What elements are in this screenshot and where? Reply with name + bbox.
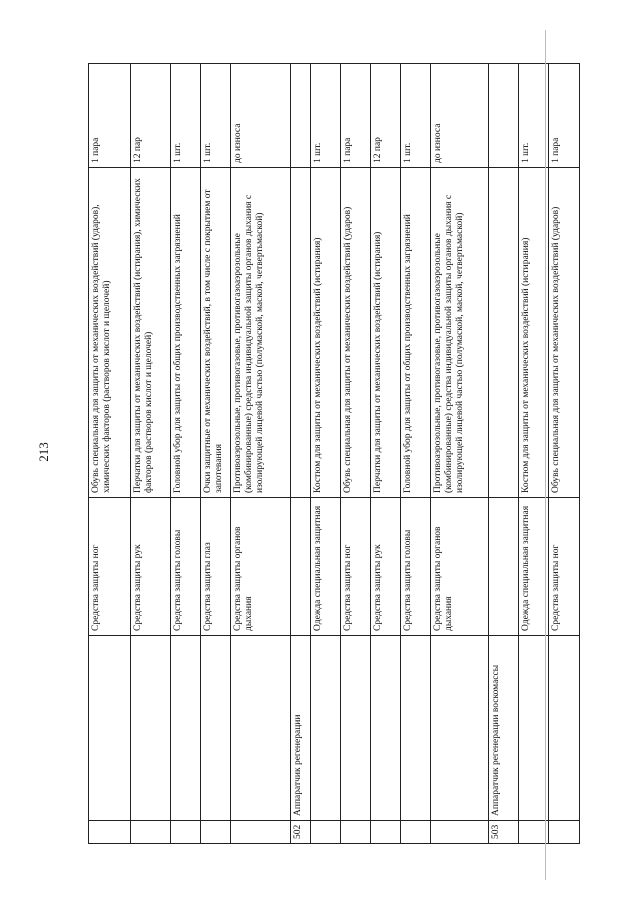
description-cell	[291, 168, 311, 498]
table-row	[401, 64, 431, 844]
description-cell	[489, 168, 519, 498]
table-row	[489, 64, 519, 844]
table-row	[371, 64, 401, 844]
description-cell: Противоаэрозольные, противогазовые, противогазоаэрозольные (комбинированные) средства индивидуальной защиты органов дыхания с изолирующей лицевой частью (полумаской, маской, четвертьмаской)	[231, 168, 291, 498]
description-cell: Обувь специальная для защиты от механических воздействий (ударов)	[341, 168, 371, 498]
profession-cell	[431, 636, 489, 821]
category-cell: Средства защиты ног	[89, 498, 131, 636]
row-number	[171, 821, 201, 844]
category-cell: Одежда специальная защитная	[311, 498, 341, 636]
profession-cell	[549, 636, 580, 821]
profession-cell	[89, 636, 131, 821]
page-number: 213	[36, 442, 51, 462]
table-row	[89, 64, 131, 844]
table-row	[291, 64, 311, 844]
description-cell: Головной убор для защиты от общих производственных загрязнений	[401, 168, 431, 498]
description-cell: Головной убор для защиты от общих производственных загрязнений	[171, 168, 201, 498]
profession-cell	[171, 636, 201, 821]
row-number	[89, 821, 131, 844]
category-cell: Средства защиты ног	[341, 498, 371, 636]
category-cell: Средства защиты ног	[549, 498, 580, 636]
quantity-cell: 1 пара	[89, 64, 131, 168]
description-cell: Костюм для защиты от механических воздействий (истирания)	[311, 168, 341, 498]
description-cell: Очки защитные от механических воздействий, в том числе с покрытием от запотевания	[201, 168, 231, 498]
row-number	[371, 821, 401, 844]
category-cell	[489, 498, 519, 636]
table-row	[231, 64, 291, 844]
table-row	[431, 64, 489, 844]
ppe-norms-table	[88, 63, 580, 844]
quantity-cell: до износа	[231, 64, 291, 168]
row-number	[231, 821, 291, 844]
quantity-cell: 1 пара	[549, 64, 580, 168]
category-cell: Средства защиты рук	[131, 498, 171, 636]
table-row	[341, 64, 371, 844]
quantity-cell: 1 шт.	[171, 64, 201, 168]
row-number: 503	[489, 821, 519, 844]
profession-cell	[231, 636, 291, 821]
quantity-cell: 1 шт.	[311, 64, 341, 168]
quantity-cell: 1 шт.	[519, 64, 549, 168]
description-cell: Костюм для защиты от механических воздействий (истирания)	[519, 168, 549, 498]
table-row	[311, 64, 341, 844]
quantity-cell: 1 шт.	[401, 64, 431, 168]
description-cell: Перчатки для защиты от механических воздействий (истирания)	[371, 168, 401, 498]
row-number	[201, 821, 231, 844]
category-cell: Средства защиты головы	[171, 498, 201, 636]
quantity-cell: до износа	[431, 64, 489, 168]
description-cell: Противоаэрозольные, противогазовые, противогазоаэрозольные (комбинированные) средства индивидуальной защиты органов дыхания с изолирующей лицевой частью (полумаской, маской, четвертьмаской)	[431, 168, 489, 498]
category-cell: Средства защиты головы	[401, 498, 431, 636]
row-number	[401, 821, 431, 844]
category-cell	[291, 498, 311, 636]
row-number	[341, 821, 371, 844]
category-cell: Средства защиты глаз	[201, 498, 231, 636]
rotated-table-frame	[88, 64, 559, 844]
table-body	[89, 64, 580, 844]
category-cell: Средства защиты рук	[371, 498, 401, 636]
table-row	[201, 64, 231, 844]
row-number: 502	[291, 821, 311, 844]
row-number	[431, 821, 489, 844]
row-number	[131, 821, 171, 844]
profession-cell	[131, 636, 171, 821]
scan-edge-line	[545, 30, 546, 880]
table-row	[171, 64, 201, 844]
category-cell: Средства защиты органов дыхания	[431, 498, 489, 636]
profession-cell: Аппаратчик регенерации воскомассы	[489, 636, 519, 821]
row-number	[519, 821, 549, 844]
quantity-cell: 12 пар	[131, 64, 171, 168]
profession-cell	[341, 636, 371, 821]
quantity-cell	[489, 64, 519, 168]
profession-cell	[401, 636, 431, 821]
profession-cell	[371, 636, 401, 821]
quantity-cell	[291, 64, 311, 168]
description-cell: Обувь специальная для защиты от механических воздействий (ударов)	[549, 168, 580, 498]
profession-cell	[311, 636, 341, 821]
quantity-cell: 1 пара	[341, 64, 371, 168]
quantity-cell: 12 пар	[371, 64, 401, 168]
table-row	[549, 64, 580, 844]
table-row	[519, 64, 549, 844]
profession-cell	[201, 636, 231, 821]
quantity-cell: 1 шт.	[201, 64, 231, 168]
description-cell: Перчатки для защиты от механических воздействий (истирания), химических факторов (растворов кислот и щелочей)	[131, 168, 171, 498]
category-cell: Средства защиты органов дыхания	[231, 498, 291, 636]
profession-cell: Аппаратчик регенерации	[291, 636, 311, 821]
profession-cell	[519, 636, 549, 821]
category-cell: Одежда специальная защитная	[519, 498, 549, 636]
table-row	[131, 64, 171, 844]
description-cell: Обувь специальная для защиты от механических воздействий (ударов), химических факторов (растворов кислот и щелочей)	[89, 168, 131, 498]
row-number	[311, 821, 341, 844]
row-number	[549, 821, 580, 844]
